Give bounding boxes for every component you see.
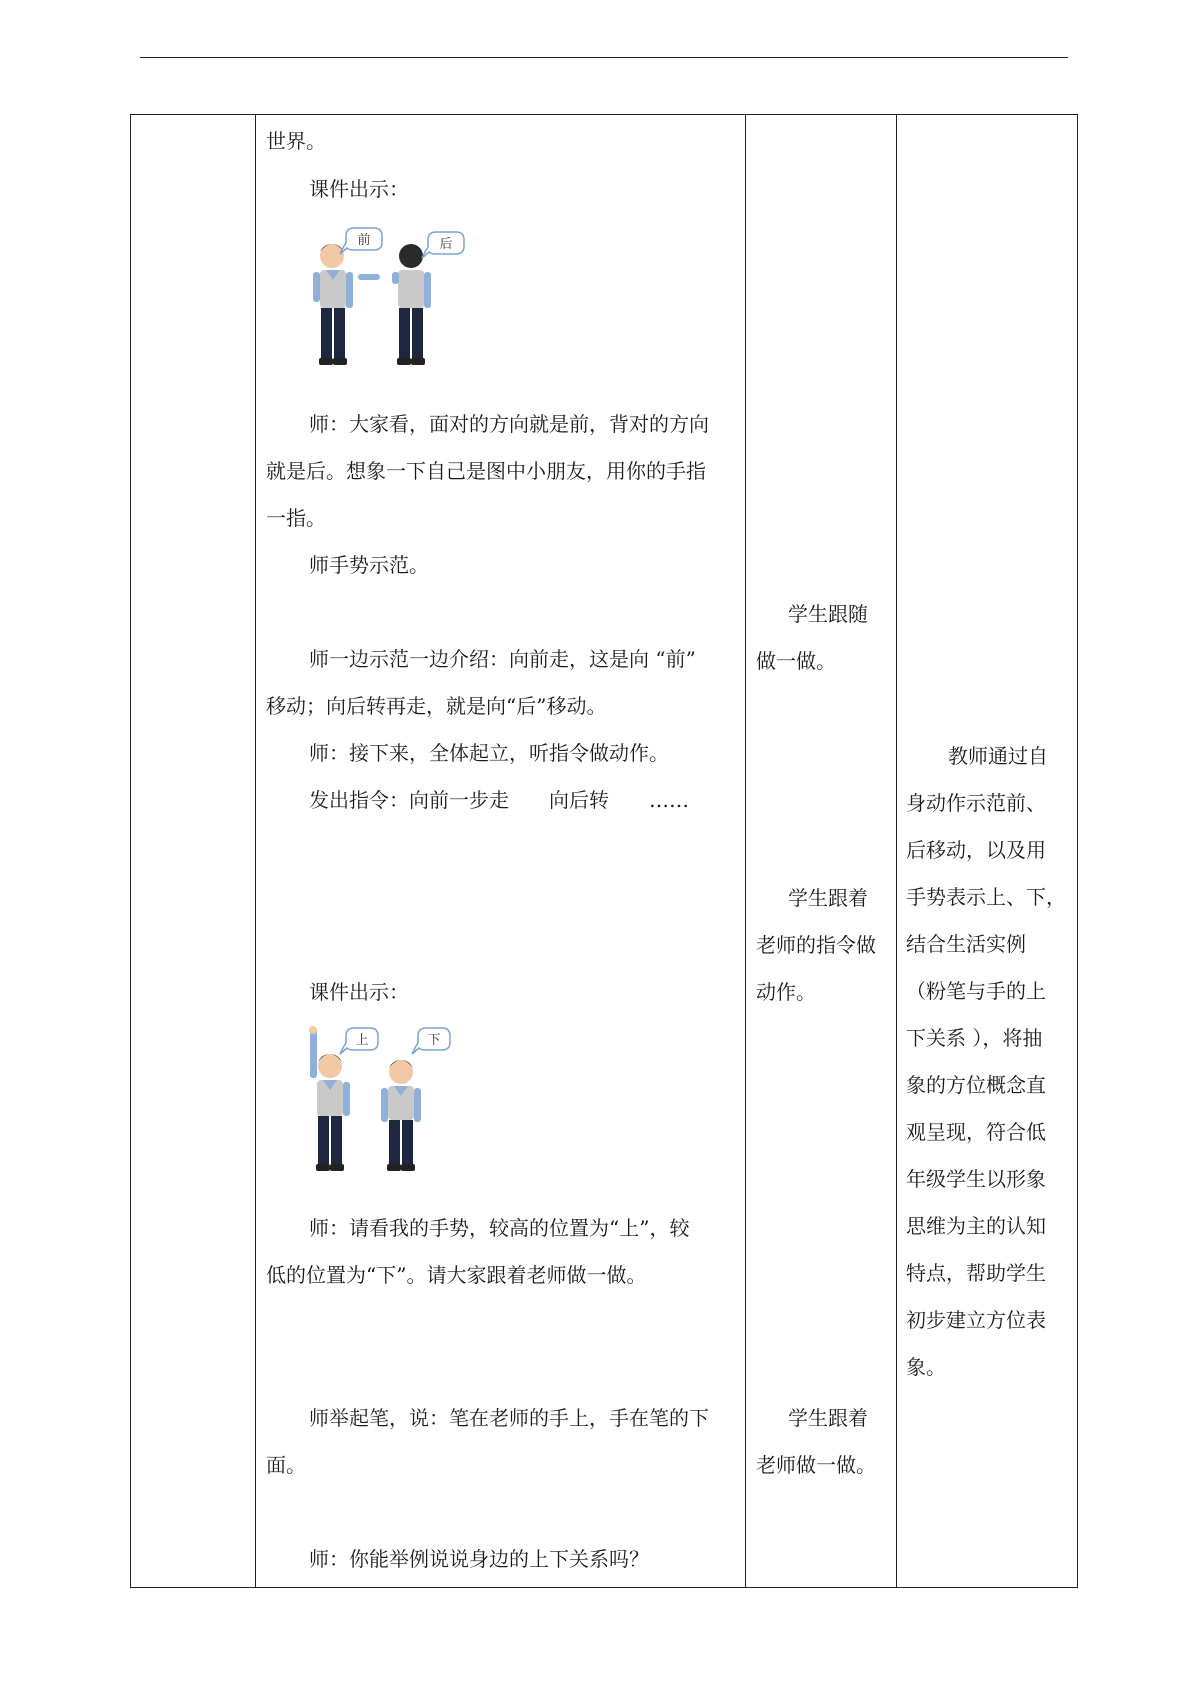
teacher-line: 课件出示： — [309, 177, 409, 201]
teacher-line: 师：请看我的手势，较高的位置为“上”，较 — [309, 1216, 690, 1240]
teacher-line: 面。 — [266, 1453, 306, 1477]
up-down-illustration — [300, 1024, 470, 1194]
child-arms-down — [381, 1060, 421, 1171]
column-divider-2 — [745, 115, 746, 1587]
student-line: 做一做。 — [756, 649, 836, 673]
design-line: 身动作示范前、 — [906, 791, 1046, 815]
design-line: 后移动，以及用 — [906, 838, 1046, 862]
design-line: 象的方位概念直 — [906, 1073, 1046, 1097]
student-line: 学生跟着 — [788, 886, 868, 910]
teacher-line: 师手势示范。 — [309, 553, 429, 577]
teacher-line: 发出指令：向前一步走 向后转 …… — [309, 788, 689, 812]
student-line: 老师做一做。 — [756, 1453, 876, 1477]
design-line: 结合生活实例 — [906, 932, 1026, 956]
teacher-line: 低的位置为“下”。请大家跟着老师做一做。 — [266, 1263, 647, 1287]
design-line: （粉笔与手的上 — [906, 979, 1046, 1003]
student-line: 学生跟随 — [788, 602, 868, 626]
design-line: 年级学生以形象 — [906, 1167, 1046, 1191]
teacher-line: 移动；向后转再走，就是向“后”移动。 — [266, 694, 607, 718]
column-divider-3 — [896, 115, 897, 1587]
child-facing-back — [358, 244, 431, 365]
student-line: 老师的指令做 — [756, 933, 876, 957]
design-line: 教师通过自 — [948, 744, 1048, 768]
front-back-illustration — [300, 222, 470, 392]
header-rule — [140, 57, 1068, 58]
child-facing-front — [313, 244, 353, 365]
student-line: 动作。 — [756, 980, 816, 1004]
student-line: 学生跟着 — [788, 1406, 868, 1430]
bubble-label: 上 — [355, 1033, 369, 1048]
design-line: 下关系 ），将抽 — [906, 1026, 1043, 1050]
teacher-line: 课件出示： — [309, 980, 409, 1004]
bubble-label: 前 — [357, 233, 371, 248]
design-line: 特点，帮助学生 — [906, 1261, 1046, 1285]
teacher-line: 师举起笔，说：笔在老师的手上，手在笔的下 — [309, 1406, 709, 1430]
teacher-line: 师：接下来，全体起立，听指令做动作。 — [309, 741, 669, 765]
design-line: 初步建立方位表 — [906, 1308, 1046, 1332]
teacher-line: 师一边示范一边介绍：向前走，这是向 “前” — [309, 647, 696, 671]
speech-bubble-down — [412, 1028, 450, 1054]
speech-bubble-front — [340, 228, 382, 254]
speech-bubble-back — [422, 232, 464, 258]
design-line: 思维为主的认知 — [906, 1214, 1046, 1238]
column-divider-1 — [255, 115, 256, 1587]
teacher-line: 师：你能举例说说身边的上下关系吗？ — [309, 1547, 649, 1571]
bubble-label: 下 — [427, 1033, 441, 1048]
teacher-line: 世界。 — [266, 129, 326, 153]
speech-bubble-up — [340, 1028, 378, 1054]
bubble-label: 后 — [439, 237, 453, 252]
design-line: 观呈现，符合低 — [906, 1120, 1046, 1144]
teacher-line: 师：大家看，面对的方向就是前，背对的方向 — [309, 412, 709, 436]
teacher-line: 一指。 — [266, 506, 326, 530]
teacher-line: 就是后。想象一下自己是图中小朋友，用你的手指 — [266, 459, 706, 483]
design-line: 象。 — [906, 1355, 946, 1379]
design-line: 手势表示上、下， — [906, 885, 1066, 909]
